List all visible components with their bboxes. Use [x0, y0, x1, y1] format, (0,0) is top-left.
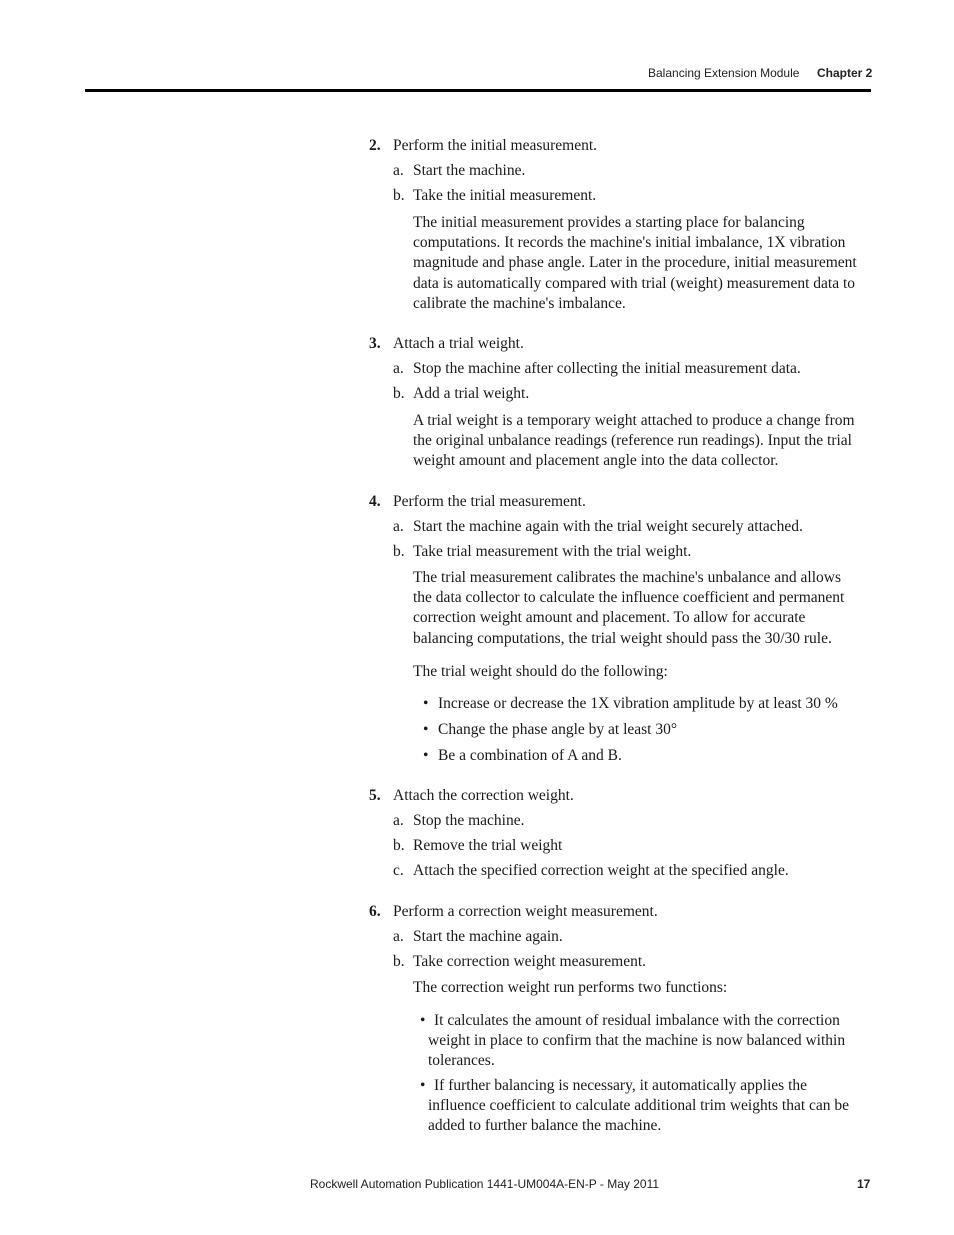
- substep-letter: b.: [393, 953, 405, 970]
- paragraph-line: computations. It records the machine's initial imbalance, 1X vibration: [413, 234, 846, 252]
- explanation-paragraph: [413, 213, 871, 314]
- page-number: 17: [857, 1177, 871, 1191]
- paragraph-line: A trial weight is a temporary weight attached to produce a change from: [413, 412, 855, 429]
- bullet-item: Change the phase angle by at least 30°: [438, 721, 678, 738]
- step-number: 4.: [369, 493, 381, 510]
- step-label: Attach the correction weight.: [393, 787, 574, 804]
- step-label: Perform a correction weight measurement.: [393, 903, 658, 920]
- bullet-point: •: [423, 747, 429, 764]
- bullet-item: [428, 1011, 868, 1072]
- substep-letter: a.: [393, 360, 404, 377]
- substep-text: Remove the trial weight: [413, 837, 563, 854]
- bullet-point: •: [420, 1077, 426, 1094]
- substep-letter: b.: [393, 543, 405, 560]
- step-number: 3.: [369, 335, 381, 352]
- paragraph-line: calibrate the machine's imbalance.: [413, 294, 626, 312]
- step-number: 2.: [369, 137, 381, 154]
- header-divider: [85, 89, 871, 92]
- step-label: Attach a trial weight.: [393, 335, 524, 352]
- list-intro: The trial weight should do the following:: [413, 663, 668, 680]
- paragraph-line: The trial measurement calibrates the machine's unbalance and allows: [413, 569, 842, 586]
- step-number: 5.: [369, 787, 381, 804]
- substep-text: Stop the machine.: [413, 812, 525, 829]
- substep-text: Take trial measurement with the trial weight.: [413, 543, 692, 560]
- substep-text: Attach the specified correction weight at the specified angle.: [413, 862, 789, 879]
- publication-footer: Rockwell Automation Publication 1441-UM004A-EN-P - May 2011: [310, 1177, 660, 1191]
- step-label: Perform the trial measurement.: [393, 493, 586, 510]
- running-header-chapter: Chapter 2: [817, 66, 873, 80]
- bullet-line: weight in place to confirm that the machine is now balanced within: [428, 1032, 846, 1050]
- paragraph-line: the data collector to calculate the influence coefficient and permanent: [413, 589, 845, 607]
- bullet-line: added to further balance the machine.: [428, 1117, 662, 1135]
- paragraph-line: The initial measurement provides a starting place for balancing: [413, 214, 805, 231]
- substep-letter: a.: [393, 928, 404, 945]
- bullet-line: It calculates the amount of residual imbalance with the correction: [434, 1012, 840, 1029]
- paragraph-line: data is automatically compared with trial (weight) measurement data to: [413, 274, 856, 292]
- substep-text: Take correction weight measurement.: [413, 953, 647, 970]
- bullet-line: If further balancing is necessary, it automatically applies the: [434, 1077, 808, 1094]
- bullet-item: Be a combination of A and B.: [438, 747, 622, 764]
- substep-letter: a.: [393, 162, 404, 179]
- explanation-paragraph: [413, 568, 871, 649]
- substep-letter: a.: [393, 518, 404, 535]
- substep-text: Start the machine again with the trial weight securely attached.: [413, 518, 803, 535]
- bullet-line: tolerances.: [428, 1052, 495, 1070]
- substep-letter: b.: [393, 187, 405, 204]
- step-label: Perform the initial measurement.: [393, 137, 598, 154]
- bullet-point: •: [420, 1012, 426, 1029]
- bullet-item: Increase or decrease the 1X vibration amplitude by at least 30 %: [438, 695, 838, 712]
- bullet-point: •: [423, 721, 429, 738]
- substep-text: Start the machine again.: [413, 928, 563, 945]
- step-number: 6.: [369, 903, 381, 920]
- substep-letter: b.: [393, 837, 405, 854]
- paragraph-line: the original unbalance readings (reference run readings). Input the trial: [413, 432, 852, 450]
- substep-letter: b.: [393, 385, 405, 402]
- paragraph-line: magnitude and phase angle. Later in the procedure, initial measurement: [413, 254, 857, 272]
- paragraph-line: balancing computations, the trial weight should pass the 30/30 rule.: [413, 629, 832, 647]
- paragraph-line: correction weight amount and placement. To allow for accurate: [413, 609, 806, 627]
- substep-text: Stop the machine after collecting the initial measurement data.: [413, 360, 801, 377]
- substep-text: Take the initial measurement.: [413, 187, 597, 204]
- bullet-point: •: [423, 695, 429, 712]
- bullet-item: [428, 1076, 868, 1137]
- explanation-paragraph: [413, 411, 871, 472]
- bullet-line: influence coefficient to calculate additional trim weights that can be: [428, 1097, 850, 1115]
- running-header-title: Balancing Extension Module: [648, 66, 800, 80]
- substep-letter: a.: [393, 812, 404, 829]
- list-intro: The correction weight run performs two functions:: [413, 979, 728, 996]
- paragraph-line: weight amount and placement angle into the data collector.: [413, 452, 779, 470]
- substep-text: Add a trial weight.: [413, 385, 530, 402]
- substep-text: Start the machine.: [413, 162, 526, 179]
- substep-letter: c.: [393, 862, 404, 879]
